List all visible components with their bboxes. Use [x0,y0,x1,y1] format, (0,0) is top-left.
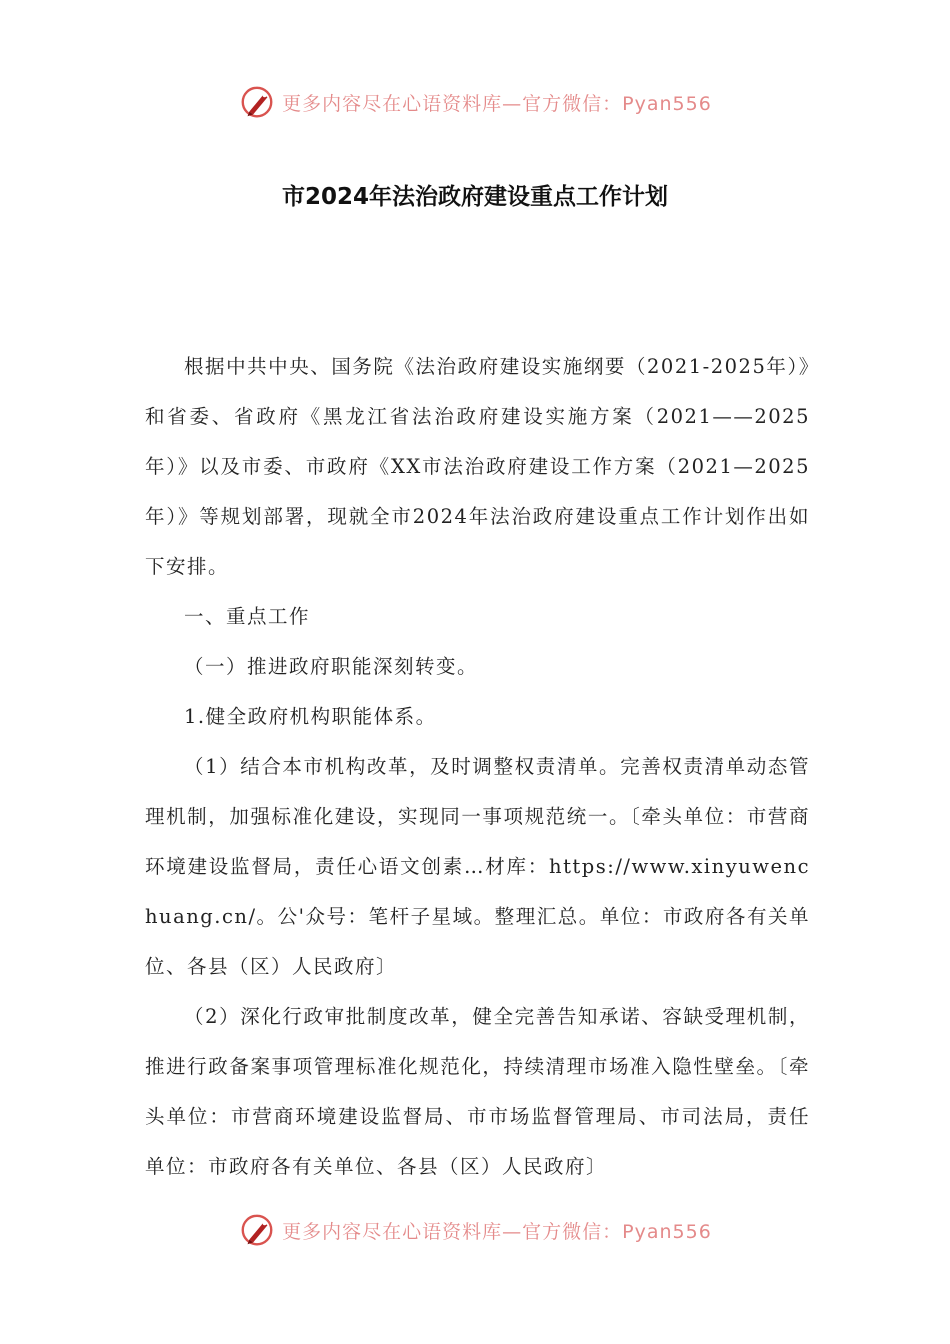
wechat-id: Pyan556 [622,92,712,115]
pen-nib-circle-icon [238,1211,276,1249]
watermark-footer [0,1208,950,1252]
wechat-id: Pyan556 [622,1220,712,1243]
item-paragraph-2: （2）深化行政审批制度改革，健全完善告知承诺、容缺受理机制，推进行政备案事项管理标准化规范化，持续清理市场准入隐性壁垒。〔牵头单位：市营商环境建设监督局、市市场监督管理局、市司法局，责任单位：市政府各有关单位、各县（区）人民政府〕 [145,1005,810,1178]
document-body [145,342,810,1192]
subsection-heading: （一）推进政府职能深刻转变。 [184,655,479,678]
intro-paragraph: 根据中共中央、国务院《法治政府建设实施纲要（2021-2025年）》和省委、省政府《黑龙江省法治政府建设实施方案（2021——2025年）》以及市委、市政府《XX市法治政府建设工作方案（2021—2025年）》等规划部署，现就全市2024年法治政府建设重点工作计划作出如下安排。 [145,355,810,578]
watermark-header [0,80,950,124]
watermark-group [238,1211,712,1249]
section-heading: 一、重点工作 [184,605,311,628]
pen-nib-circle-icon [238,83,276,121]
page-title: 市2024年法治政府建设重点工作计划 [281,184,668,210]
watermark-text: 更多内容尽在心语资料库—官方微信：Pyan556 [282,92,712,115]
item-heading: 1.健全政府机构职能体系。 [184,705,437,728]
watermark-group [238,83,712,121]
item-paragraph-1: （1）结合本市机构改革，及时调整权责清单。完善权责清单动态管理机制，加强标准化建设，实现同一事项规范统一。〔牵头单位：市营商环境建设监督局，责任心语文创素…材库：https://www.xinyuwenchuang.cn/。公'众号：笔杆子星域。整理汇总。单位：市政府各有关单位、各县（区）人民政府〕 [145,755,810,978]
watermark-text: 更多内容尽在心语资料库—官方微信：Pyan556 [282,1220,712,1243]
